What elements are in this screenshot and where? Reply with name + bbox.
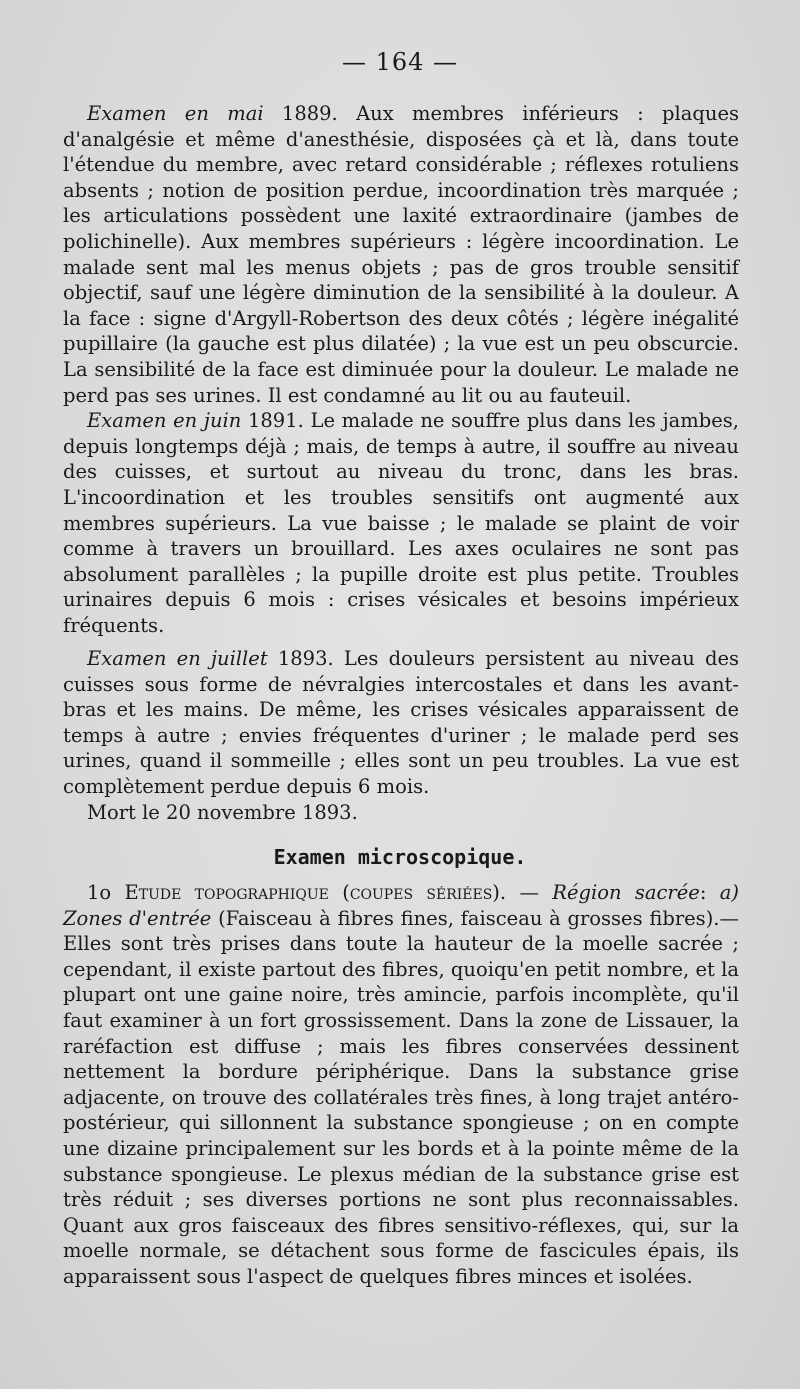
region-label: Région sacrée xyxy=(552,881,700,904)
paragraph-lead: Examen en mai xyxy=(87,102,264,125)
section-paren: (coupes sériées). xyxy=(328,881,507,904)
paragraph-topographic-study xyxy=(63,880,739,1290)
paragraph-death xyxy=(63,800,739,826)
paragraph-july-1893 xyxy=(63,646,739,800)
paragraph-body: 1893. Les douleurs persistent au niveau des cuisses sous forme de névralgies intercostales et dans les avant-bras et les mains. De même, les crises vésicales apparaissent de temps à autre ; envies fréquentes d'uriner ; le malade perd ses urines, quand il sommeille ; elles sont un peu troubles. La vue est complètement perdue depuis 6 mois. xyxy=(63,647,739,798)
section-heading: Examen microscopique. xyxy=(273,845,527,869)
section-number: 1o xyxy=(87,881,112,904)
zones-label: a) Zones d'entrée xyxy=(63,881,739,930)
paragraph-body: 1889. Aux membres inférieurs : plaques d'analgésie et même d'anesthésie, disposées çà et là, dans toute l'étendue du membre, avec retard considérable ; réflexes rotuliens absents ; notion de position perdue, incoordination très marquée ; les articulations possèdent une laxité extraordinaire (jambes de polichinelle). Aux membres supérieurs : légère incoordination. Le malade sent mal les menus objets ; pas de gros trouble sensitif objectif, sauf une légère diminution de la sensibilité à la douleur. A la face : signe d'Argyll-Robertson des deux côtés ; légère inégalité pupillaire (la gauche est plus dilatée) ; la vue est un peu obscurcie. La sensibilité de la face est diminuée pour la douleur. Le malade ne perd pas ses urines. Il est condamné au lit ou au fauteuil. xyxy=(63,102,739,407)
exam-notes-late xyxy=(63,646,739,825)
paragraph-may-1889 xyxy=(63,101,739,408)
microscopic-section xyxy=(63,880,739,1290)
paragraph-june-1891 xyxy=(63,408,739,638)
paragraph-body: 1891. Le malade ne souffre plus dans les jambes, depuis longtemps déjà ; mais, de temps à autre, il souffre au niveau des cuisses, et surtout au niveau du tronc, dans les bras. L'incoordination et les troubles sensitifs ont augmenté aux membres supérieurs. La vue baisse ; le malade se plaint de voir comme à travers un brouillard. Les axes oculaires ne sont pas absolument parallèles ; la pupille droite est plus petite. Troubles urinaires depuis 6 mois : crises vésicales et besoins impérieux fréquents. xyxy=(63,409,740,637)
section-label: Etude topographique xyxy=(124,881,329,904)
region-colon: : xyxy=(699,881,720,904)
paragraph-lead: Examen en juillet xyxy=(87,647,268,670)
exam-notes xyxy=(63,101,739,638)
page-number: — 164 — xyxy=(341,48,459,76)
section-dash: — xyxy=(506,881,553,904)
section-body: (Faisceau à fibres fines, faisceau à grosses fibres).— Elles sont très prises dans toute la hauteur de la moelle sacrée ; cependant, il existe partout des fibres, quoiqu'en petit nombre, et la plupart ont une gaine noire, très amincie, parfois incomplète, qu'il faut examiner à un fort grossissement. Dans la zone de Lissauer, la raréfaction est diffuse ; mais les fibres conservées dessinent nettement la bordure périphérique. Dans la substance grise adjacente, on trouve des collatérales très fines, à long trajet antéro-postérieur, qui sillonnent la substance spongieuse ; on en compte une dizaine principalement sur les bords et à la pointe même de la substance spongieuse. Le plexus médian de la substance grise est très réduit ; ses diverses portions ne sont plus reconnaissables. Quant aux gros faisceaux des fibres sensitivo-réflexes, qui, sur la moelle normale, se détachent sous forme de fascicules épais, ils apparaissent sous l'aspect de quelques fibres minces et isolées. xyxy=(63,906,740,1288)
paragraph-lead: Examen en juin xyxy=(87,409,242,433)
paragraph-body: Mort le 20 novembre 1893. xyxy=(87,800,358,824)
